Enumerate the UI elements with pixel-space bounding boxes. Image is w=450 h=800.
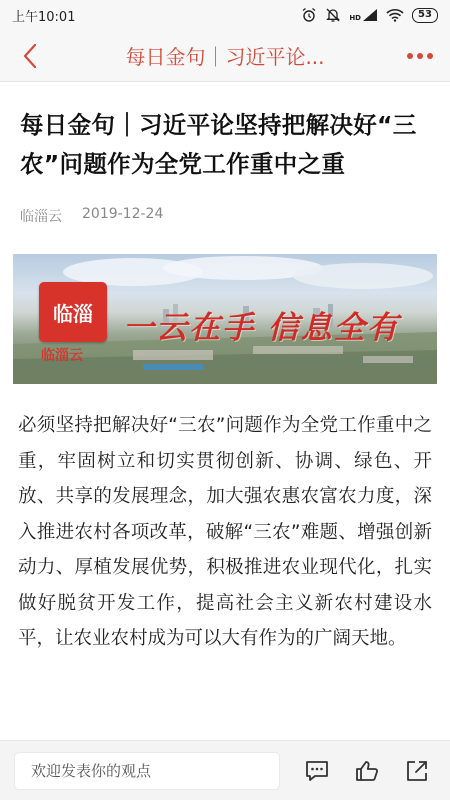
battery-indicator: 53	[412, 8, 438, 23]
status-time: 上午10:01	[12, 9, 76, 25]
action-buttons	[302, 756, 432, 786]
comment-input[interactable]	[14, 752, 280, 790]
comment-placeholder: 欢迎发表你的观点	[31, 762, 152, 780]
comment-icon	[304, 759, 330, 783]
back-button[interactable]	[0, 30, 60, 82]
bottom-bar	[0, 740, 450, 800]
article-content[interactable]	[0, 82, 450, 740]
article-body: 必须坚持把解决好“三农”问题作为全党工作重中之重，牢固树立和切实贯彻创新、协调、绿色、开放、共享的发展理念，加大强农惠农富农力度，深入推进农村各项改革，破解“三农”难题、增强创新动力、厚植发展优势，积极推进农业现代化，扎实做好脱贫开发工作，提高社会主义新农村建设水平，让农业农村成为可以大有作为的广阔天地。	[18, 415, 432, 649]
article-title: 每日金句｜习近平论坚持把解决好“三农”问题作为全党工作重中之重	[20, 111, 417, 178]
signal-icon	[362, 8, 378, 22]
banner-slogan: 一云在手 信息全有	[123, 310, 400, 346]
chevron-left-icon	[21, 42, 39, 70]
more-button[interactable]	[390, 30, 450, 82]
linzi-cloud-logo: 临淄	[39, 282, 107, 342]
more-dots-icon	[406, 52, 434, 60]
nav-title: 每日金句｜习近平论...	[125, 45, 325, 69]
nav-bar	[0, 30, 450, 82]
mute-bell-icon	[325, 7, 341, 23]
share-button[interactable]	[402, 756, 432, 786]
thumbs-up-icon	[354, 759, 380, 783]
comment-button[interactable]	[302, 756, 332, 786]
status-icons	[301, 7, 438, 23]
article-meta	[20, 206, 430, 226]
share-icon	[405, 759, 429, 783]
like-button[interactable]	[352, 756, 382, 786]
network-type-label: HD	[349, 14, 361, 22]
content-fade	[0, 700, 450, 740]
article-date: 2019-12-24	[82, 206, 164, 222]
article-banner-image	[13, 254, 437, 384]
status-bar	[0, 0, 450, 30]
article-source[interactable]: 临淄云	[20, 209, 62, 225]
wifi-icon	[386, 8, 404, 22]
logo-caption: 临淄云	[41, 348, 83, 364]
alarm-icon	[301, 7, 317, 23]
